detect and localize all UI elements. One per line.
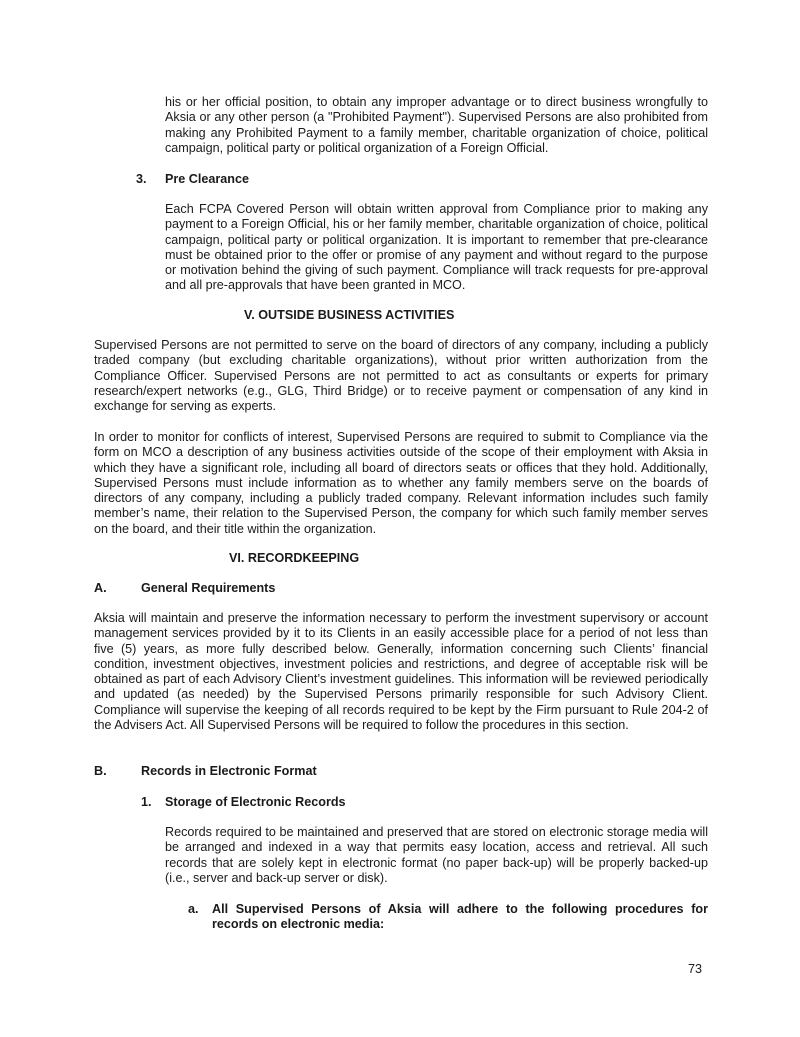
section-v-heading: V. OUTSIDE BUSINESS ACTIVITIES (244, 308, 455, 322)
pre-clearance-heading: Pre Clearance (165, 172, 250, 186)
section-v-paragraph-2: In order to monitor for conflicts of interest, Supervised Persons are required to submit to Compliance via the form on MCO a description of any business activities outside of the scope of their employment with Aksia in which they have a significant role, including all board of directors seats or offices that they hold. Additionally, Supervised Persons must include information as to whether any family members serve on the boards of directors of any company, including a publicly traded company. Relevant information includes such family member’s name, their relation to the Supervised Person, the company for which such family member serves on the board, and their title within the organization. (94, 430, 708, 536)
subsection-b-heading: Records in Electronic Format (141, 764, 317, 778)
pre-clearance-number: 3. (136, 172, 147, 186)
electronic-storage-body: Records required to be maintained and preserved that are stored on electronic storage media will be arranged and indexed in a way that permits easy location, access and retrieval. All such records that are solely kept in electronic format (no paper back-up) will be properly backed-up (i.e., server and back-up server or disk). (165, 825, 708, 885)
subsection-a-letter: A. (94, 581, 107, 595)
section-vi-heading: VI. RECORDKEEPING (229, 551, 360, 565)
item-a-text: All Supervised Persons of Aksia will adhere to the following procedures for records on electronic media: (212, 902, 708, 932)
subsection-a-heading: General Requirements (141, 581, 276, 595)
intro-paragraph: his or her official position, to obtain any improper advantage or to direct business wrongfully to Aksia or any other person (a "Prohibited Payment"). Supervised Persons are also prohibited from making any Prohibited Payment to a family member, charitable organization of choice, political campaign, political party or political organization of a Foreign Official. (165, 95, 708, 155)
item-1-number: 1. (141, 795, 152, 809)
pre-clearance-body: Each FCPA Covered Person will obtain written approval from Compliance prior to making any payment to a Foreign Official, his or her family member, charitable organization of choice, political campaign, political party or political organization. It is important to remember that pre-clearance must be obtained prior to the offer or promise of any payment and without regard to the purpose or motivation behind the giving of such payment. Compliance will track requests for pre-approval and all pre-approvals that have been granted in MCO. (165, 202, 708, 293)
page-number: 73 (688, 962, 703, 976)
item-1-heading: Storage of Electronic Records (165, 795, 346, 809)
item-a-letter: a. (188, 902, 199, 916)
subsection-b-letter: B. (94, 764, 107, 778)
general-requirements-body: Aksia will maintain and preserve the information necessary to perform the investment supervisory or account management services provided by it to its Clients in an easily accessible place for a period of not less than five (5) years, as more fully described below. Generally, information concerning such Clients’ financial condition, investment objectives, investment policies and restrictions, and degree of acceptable risk will be obtained as part of each Advisory Client’s investment guidelines. This information will be reviewed periodically and updated (as needed) by the Supervised Persons primarily responsible for such Advisory Client. Compliance will supervise the keeping of all records required to be kept by the Firm pursuant to Rule 204-2 of the Advisers Act. All Supervised Persons will be required to follow the procedures in this section. (94, 611, 708, 733)
section-v-paragraph-1: Supervised Persons are not permitted to serve on the board of directors of any company, including a publicly traded company (but excluding charitable organizations), without prior written authorization from the Compliance Officer. Supervised Persons are not permitted to act as consultants or experts for primary research/expert networks (e.g., GLG, Third Bridge) or to receive payment or compensation of any kind in exchange for serving as experts. (94, 338, 708, 414)
